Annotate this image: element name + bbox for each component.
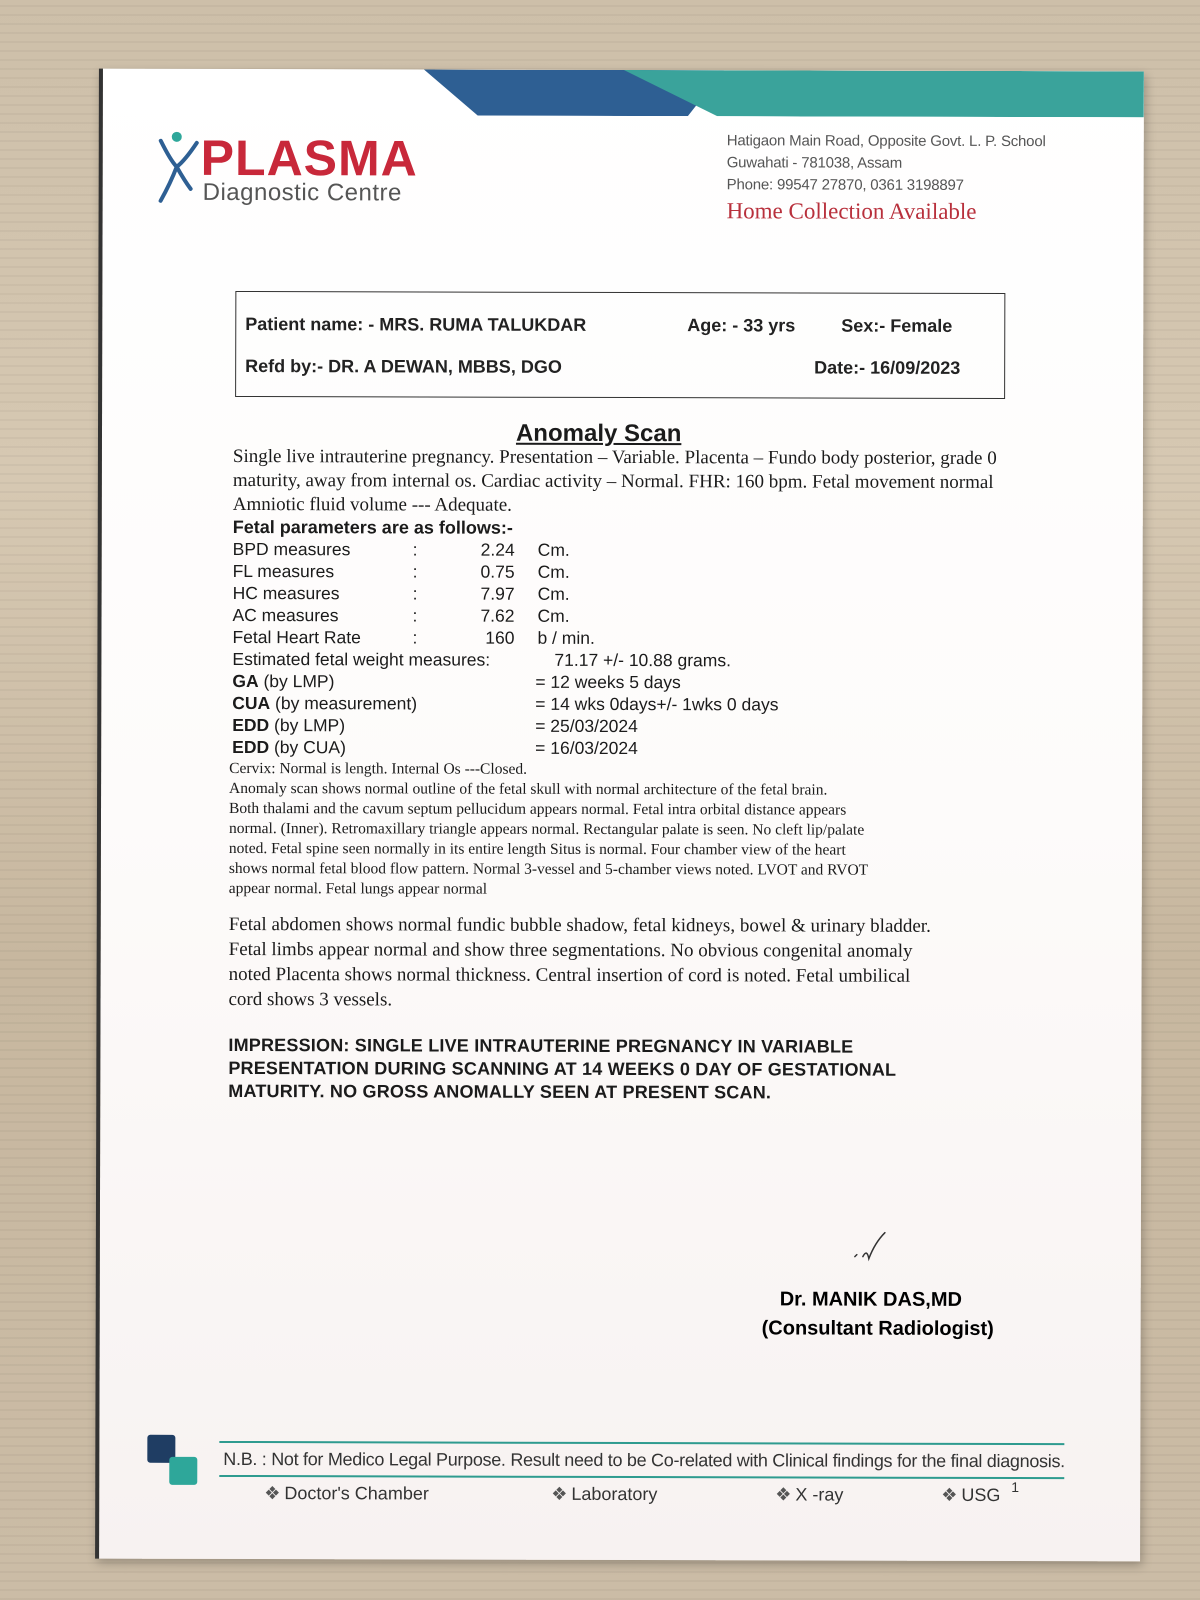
age-value: = 25/03/2024 bbox=[535, 715, 638, 737]
param-colon: : bbox=[412, 605, 418, 626]
anomaly-line: shows normal fetal blood flow pattern. Normal 3-vessel and 5-chamber views noted. LVOT and RVOT bbox=[228, 859, 869, 879]
signature-mark bbox=[845, 1221, 905, 1271]
report-date: Date:- 16/09/2023 bbox=[814, 357, 961, 378]
diamond-bullet-icon: ❖ bbox=[941, 1484, 958, 1505]
footer-logo-squares bbox=[147, 1435, 207, 1495]
param-label: FL measures bbox=[232, 560, 335, 582]
age-value: = 16/03/2024 bbox=[535, 737, 638, 759]
param-colon: : bbox=[412, 561, 418, 582]
report-title: Anomaly Scan bbox=[515, 419, 682, 448]
home-collection-note: Home Collection Available bbox=[726, 198, 977, 224]
address-line-1: Hatigaon Main Road, Opposite Govt. L. P. School bbox=[726, 132, 1046, 151]
anomaly-line: noted. Fetal spine seen normally in its entire length Situs is normal. Four chamber view of the heart bbox=[228, 839, 846, 859]
report-paper bbox=[95, 69, 1144, 1562]
age-label: EDD (by LMP) bbox=[232, 714, 346, 736]
diamond-bullet-icon: ❖ bbox=[264, 1483, 281, 1504]
intro-paragraph: Single live intrauterine pregnancy. Presentation – Variable. Placenta – Fundo body posterior, grade 0 maturity, away from internal os. Cardiac activity – Normal. FHR: 160 bpm. Fetal movement normal Amniotic fluid volume --- Adequate. bbox=[232, 445, 997, 516]
weight-value: 71.17 +/- 10.88 grams. bbox=[554, 649, 732, 671]
phone-numbers: Phone: 99547 27870, 0361 3198897 bbox=[726, 176, 964, 194]
abdomen-line: Fetal abdomen shows normal fundic bubble shadow, fetal kidneys, bowel & urinary bladder. bbox=[228, 913, 931, 937]
doctor-role: (Consultant Radiologist) bbox=[761, 1317, 994, 1340]
abdomen-line: noted Placenta shows normal thickness. Central insertion of cord is noted. Fetal umbilical bbox=[228, 963, 911, 987]
param-value: 7.62 bbox=[480, 605, 515, 626]
anomaly-line: normal. (Inner). Retromaxillary triangle appears normal. Rectangular palate is seen. No cleft lip/palate bbox=[228, 819, 865, 839]
address-line-2: Guwahati - 781038, Assam bbox=[726, 154, 903, 172]
cervix-line: Cervix: Normal is length. Internal Os ---Closed. bbox=[229, 759, 528, 778]
anomaly-line: Anomaly scan shows normal outline of the fetal skull with normal architecture of the fetal brain. bbox=[229, 779, 828, 799]
param-value: 2.24 bbox=[480, 539, 515, 560]
age-label: EDD (by CUA) bbox=[232, 736, 346, 758]
diamond-bullet-icon: ❖ bbox=[775, 1484, 792, 1505]
patient-name: Patient name: - MRS. RUMA TALUKDAR bbox=[245, 314, 587, 335]
param-label: Fetal Heart Rate bbox=[232, 626, 361, 648]
service-laboratory: ❖ Laboratory bbox=[551, 1483, 658, 1505]
age-value: = 12 weeks 5 days bbox=[535, 671, 681, 693]
param-value: 160 bbox=[485, 627, 515, 648]
patient-sex: Sex:- Female bbox=[841, 315, 953, 336]
param-unit: Cm. bbox=[537, 583, 570, 604]
impression-block bbox=[228, 1034, 988, 1105]
abdomen-line: cord shows 3 vessels. bbox=[228, 988, 393, 1011]
impression-line: IMPRESSION: SINGLE LIVE INTRAUTERINE PREGNANCY IN VARIABLE bbox=[228, 1034, 854, 1057]
param-label: BPD measures bbox=[232, 538, 351, 560]
service-xray: ❖ X -ray bbox=[775, 1484, 844, 1505]
anomaly-line: Both thalami and the cavum septum pellucidum appears normal. Fetal intra orbital distance appears bbox=[228, 799, 847, 819]
service-doctors-chamber: ❖ Doctor's Chamber bbox=[264, 1483, 429, 1504]
impression-line: PRESENTATION DURING SCANNING AT 14 WEEKS 0 DAY OF GESTATIONAL bbox=[228, 1057, 897, 1080]
footer-note: N.B. : Not for Medico Legal Purpose. Result need to be Co-related with Clinical findings for the final diagnosis. bbox=[223, 1448, 1065, 1472]
age-label: GA (by LMP) bbox=[232, 670, 335, 692]
abdomen-paragraph bbox=[228, 912, 1018, 1014]
footer-square-teal bbox=[169, 1457, 197, 1485]
logo-subtitle: Diagnostic Centre bbox=[202, 178, 402, 207]
param-value: 0.75 bbox=[480, 561, 515, 582]
age-value: = 14 wks 0days+/- 1wks 0 days bbox=[535, 693, 779, 715]
param-colon: : bbox=[412, 583, 418, 604]
diamond-bullet-icon: ❖ bbox=[551, 1483, 568, 1504]
impression-line: MATURITY. NO GROSS ANOMALLY SEEN AT PRESENT SCAN. bbox=[228, 1080, 772, 1103]
param-unit: Cm. bbox=[537, 605, 570, 626]
param-label: AC measures bbox=[232, 604, 339, 626]
doctor-name: Dr. MANIK DAS,MD bbox=[779, 1288, 962, 1311]
param-colon: : bbox=[412, 539, 418, 560]
service-usg: ❖ USG bbox=[941, 1484, 1001, 1505]
param-colon: : bbox=[412, 627, 418, 648]
age-label: CUA (by measurement) bbox=[232, 692, 418, 714]
weight-label: Estimated fetal weight measures: bbox=[232, 648, 491, 670]
param-unit: b / min. bbox=[537, 627, 595, 648]
abdomen-line: Fetal limbs appear normal and show three segmentations. No obvious congenital anomaly bbox=[228, 938, 913, 962]
param-unit: Cm. bbox=[537, 539, 570, 560]
patient-age: Age: - 33 yrs bbox=[687, 315, 796, 336]
anomaly-line: appear normal. Fetal lungs appear normal bbox=[228, 879, 488, 898]
param-value: 7.97 bbox=[480, 583, 515, 604]
referred-by: Refd by:- DR. A DEWAN, MBBS, DGO bbox=[245, 356, 562, 377]
param-unit: Cm. bbox=[537, 561, 570, 582]
param-label: HC measures bbox=[232, 582, 340, 604]
page-mark: 1 bbox=[1011, 1479, 1020, 1496]
logo-title: PLASMA bbox=[200, 129, 418, 187]
params-heading: Fetal parameters are as follows:- bbox=[232, 516, 513, 538]
